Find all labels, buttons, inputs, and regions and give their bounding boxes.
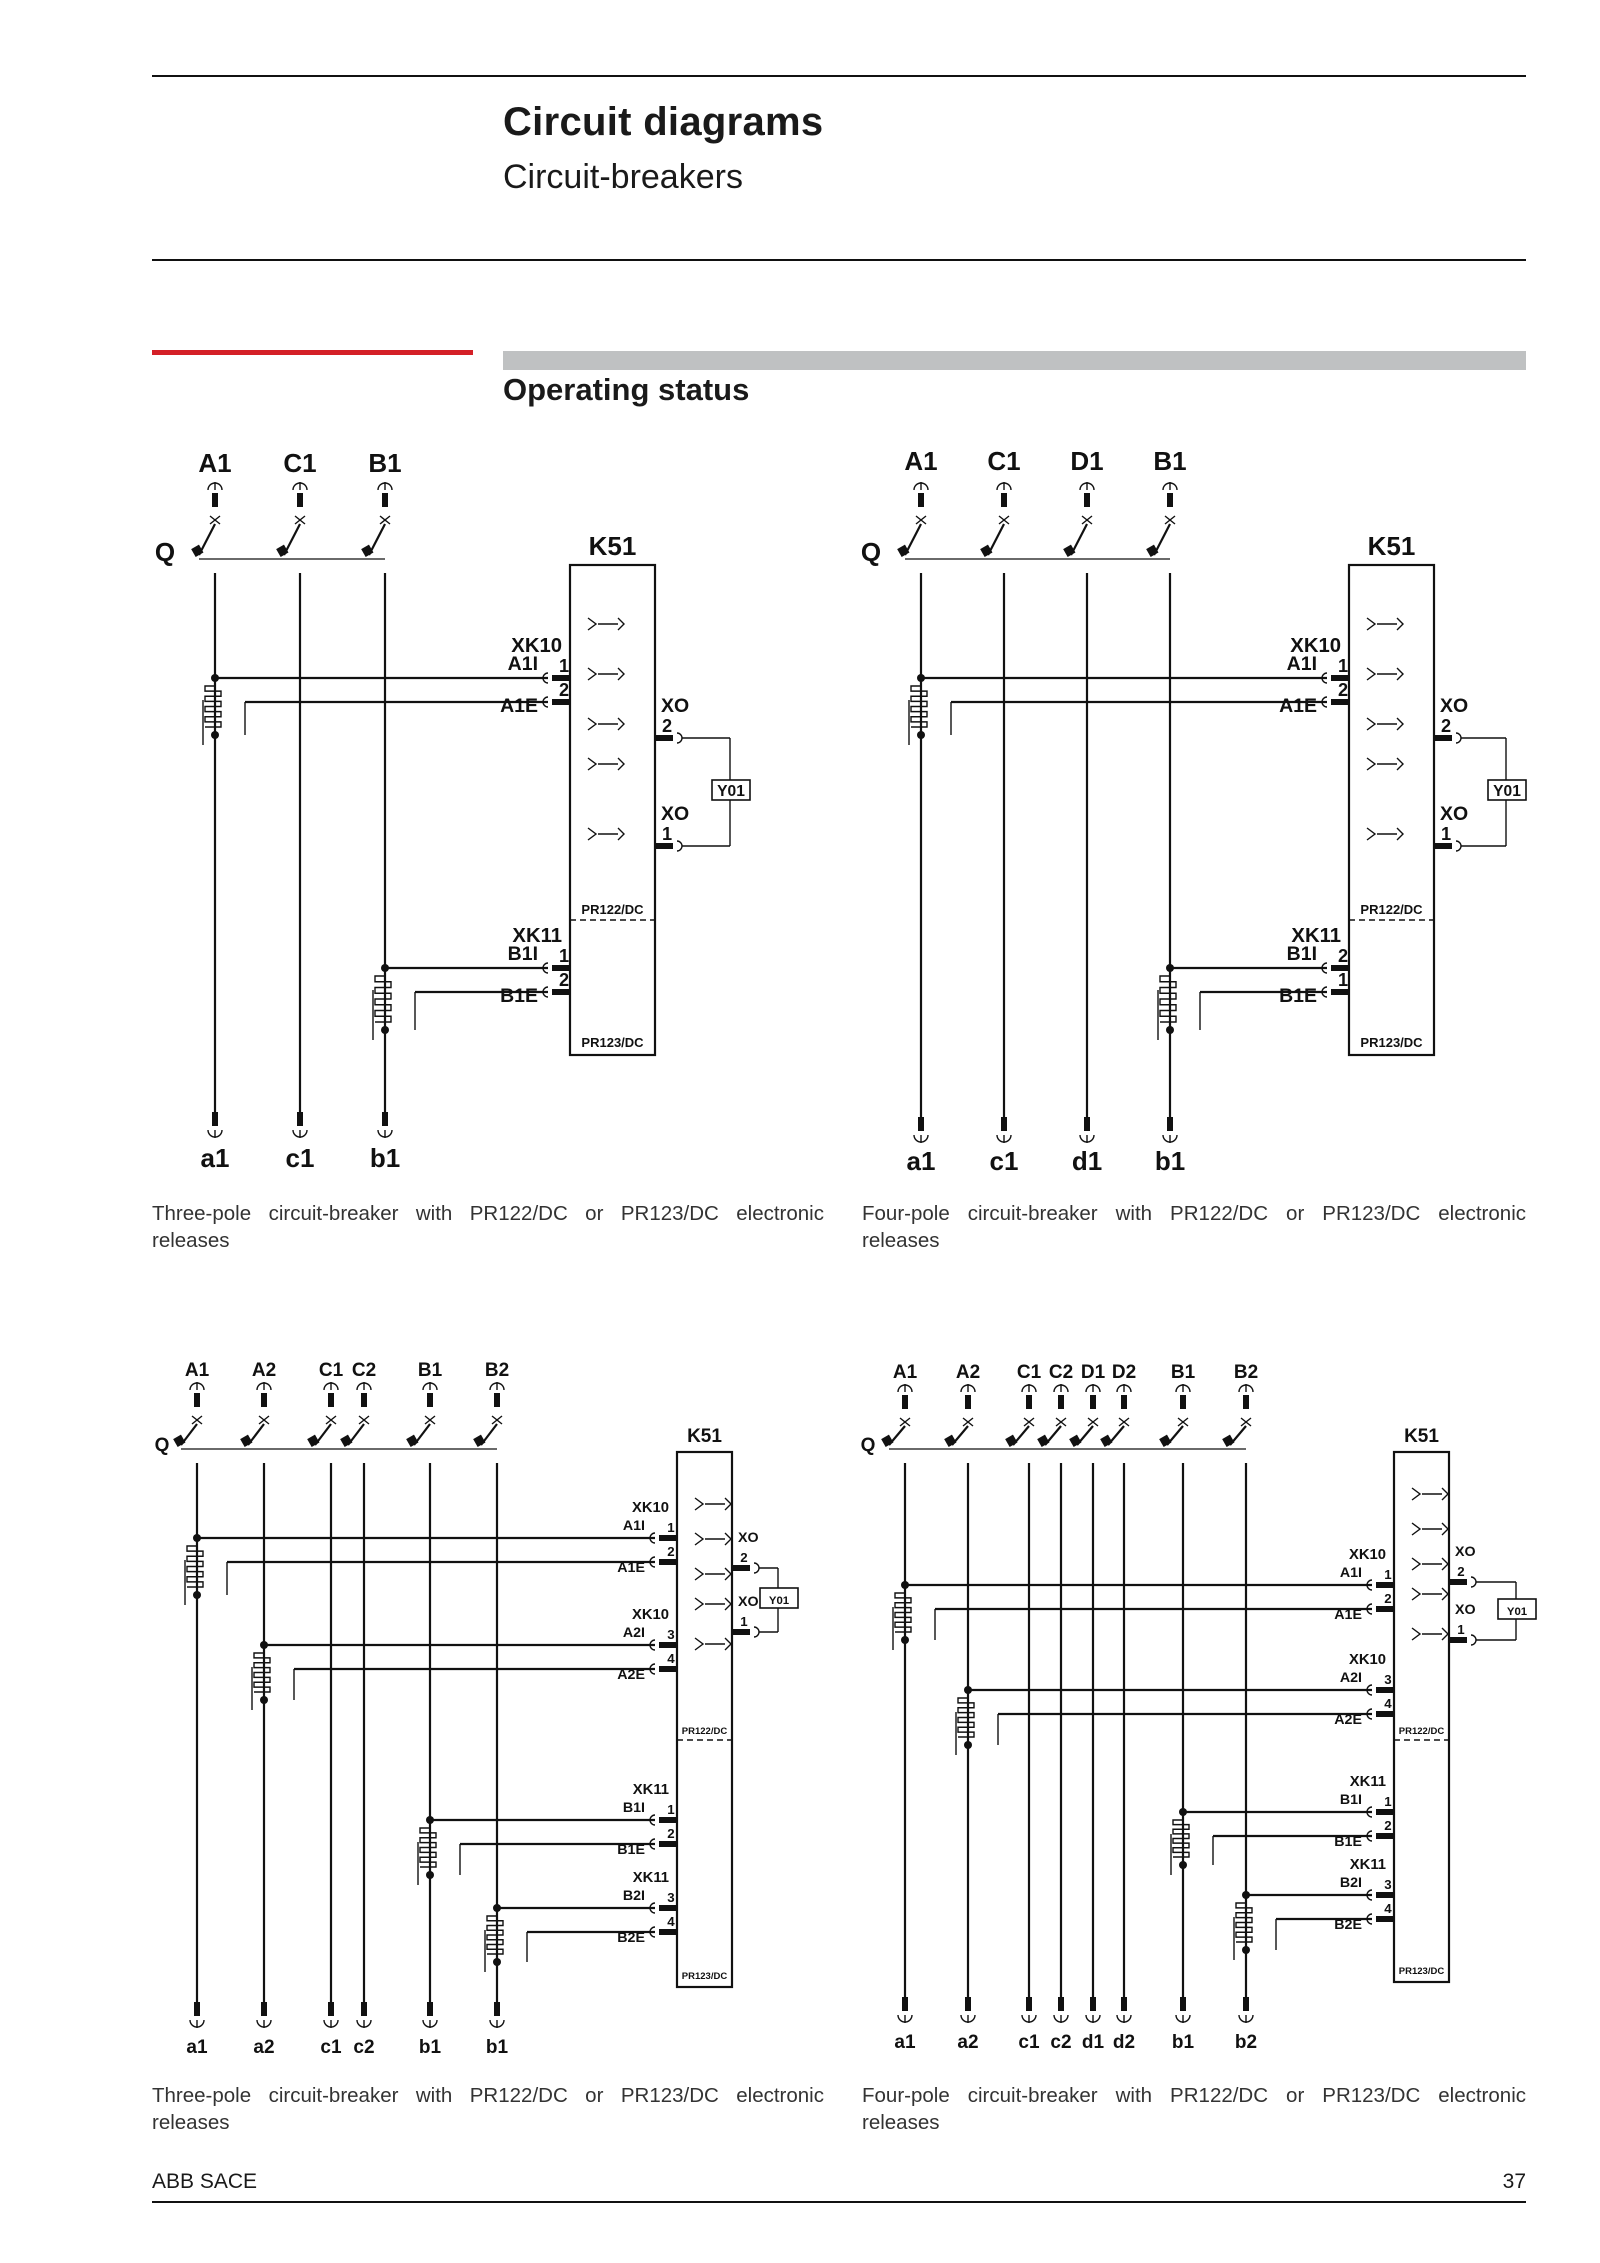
current-sensor (375, 968, 391, 1022)
footer-page-number: 37 (1502, 2170, 1526, 2193)
section-title: Operating status (503, 372, 750, 407)
input-label-external: B1E (1279, 985, 1317, 1007)
pole-label-bottom: c1 (320, 2037, 342, 2058)
input-label-external: B1E (617, 1842, 645, 1858)
sensor-tap-dot (381, 1026, 389, 1034)
diagram-three-pole-double (140, 1340, 820, 2080)
pole-label-top: A1 (184, 1360, 210, 1381)
plug-contact (1058, 1997, 1064, 2011)
input-label-internal: B2I (622, 1888, 645, 1904)
pin-number: 1 (1384, 1567, 1392, 1582)
footer-rule (152, 2201, 1526, 2203)
model-label-pr123: PR123/DC (1398, 1966, 1445, 1977)
pole-label-top: D1 (1080, 1362, 1106, 1383)
pole-label-bottom: a1 (906, 1146, 936, 1176)
pole-label-bottom: b1 (1171, 2032, 1195, 2053)
plug-contact (261, 2002, 267, 2016)
plug-contact (194, 1393, 200, 1407)
xo-pin-number: 2 (661, 716, 673, 736)
model-label-pr123: PR123/DC (581, 1035, 644, 1050)
plug-contact (427, 2002, 433, 2016)
contact-blade (1037, 1435, 1049, 1447)
input-label-external: A1E (500, 695, 538, 717)
switch-label-q: Q (860, 537, 882, 567)
sensor-tap-dot (493, 1958, 501, 1966)
pole-label-bottom: d1 (1071, 1146, 1103, 1176)
xo-label: XO (661, 803, 690, 825)
pole-label-top: C1 (318, 1360, 344, 1381)
pin-number: 1 (667, 1802, 675, 1817)
xo-pin-number: 2 (1457, 1564, 1465, 1579)
plug-contact (902, 1997, 908, 2011)
input-label-external: A2E (617, 1667, 645, 1683)
model-label-pr123: PR123/DC (1360, 1035, 1423, 1050)
relay-box (1349, 565, 1434, 1055)
diagram-four-pole-double (846, 1340, 1536, 2080)
input-label-external: B2E (617, 1930, 645, 1946)
plug-contact (1001, 493, 1007, 507)
diagram-three-pole-single (140, 430, 820, 1190)
connector-pin (1376, 1833, 1394, 1839)
contact-blade (473, 1435, 485, 1447)
caption-diagram-4: Four-pole circuit-breaker with PR122/DC or PR123/DC electronic releases (862, 2084, 1526, 2134)
pole-label-bottom: d2 (1112, 2032, 1136, 2053)
pole-label-bottom: c2 (1050, 2032, 1072, 2053)
relay-box (570, 565, 655, 1055)
switch-label-q: Q (860, 1435, 876, 1456)
pin-number: 2 (1384, 1591, 1392, 1606)
input-label-internal: B1I (622, 1800, 645, 1816)
pole-label-top: B1 (368, 448, 402, 478)
contact-blade (1146, 545, 1158, 557)
pin-number: 2 (667, 1826, 675, 1841)
plug-contact (1026, 1997, 1032, 2011)
xo-label: XO (1455, 1602, 1476, 1618)
contact-blade (406, 1435, 418, 1447)
xo-label: XO (1440, 695, 1469, 717)
pole-label-bottom: b1 (418, 2037, 442, 2058)
page-title: Circuit diagrams (503, 100, 824, 144)
xo-socket (1456, 841, 1461, 851)
connector-pin (659, 1817, 677, 1823)
contact-blade (1063, 545, 1075, 557)
current-sensor (1173, 1812, 1189, 1857)
connector-pin (1376, 1711, 1394, 1717)
xo-socket (677, 841, 682, 851)
model-label-pr122: PR122/DC (1360, 902, 1423, 917)
current-sensor (420, 1820, 436, 1867)
plug-contact (382, 1112, 388, 1126)
connector-pin (1376, 1606, 1394, 1612)
plug-contact (1243, 1997, 1249, 2011)
sensor-tap-dot (193, 1591, 201, 1599)
pin-number: 1 (1337, 656, 1349, 676)
xo-socket (1471, 1635, 1476, 1645)
pole-label-bottom: c1 (1018, 2032, 1040, 2053)
pin-number: 3 (667, 1890, 675, 1905)
pole-label-bottom: a1 (200, 1143, 230, 1173)
pole-label-bottom: c2 (353, 2037, 375, 2058)
xo-label: XO (738, 1594, 759, 1610)
plug-contact (382, 493, 388, 507)
connector-label: XK10 (1348, 1652, 1386, 1668)
plug-contact (361, 1393, 367, 1407)
plug-contact (1001, 1117, 1007, 1131)
sensor-tap-dot (1179, 1861, 1187, 1869)
contact-blade (307, 1435, 319, 1447)
pole-label-bottom: c1 (285, 1143, 315, 1173)
pole-label-bottom: b1 (485, 2037, 509, 2058)
connector-label: XK10 (511, 635, 562, 657)
sensor-tap-dot (426, 1871, 434, 1879)
pin-number: 3 (1384, 1672, 1392, 1687)
current-sensor (911, 678, 927, 727)
contact-blade (897, 545, 909, 557)
pin-number: 2 (1384, 1818, 1392, 1833)
plug-contact (361, 2002, 367, 2016)
connector-label: XK11 (632, 1782, 669, 1798)
pin-number: 1 (1384, 1794, 1392, 1809)
xo-label: XO (1455, 1544, 1476, 1560)
connector-label: XK11 (1349, 1857, 1386, 1873)
xo-socket (677, 733, 682, 743)
contact-blade (1005, 1435, 1017, 1447)
current-sensor (1236, 1895, 1252, 1942)
connector-pin (1376, 1809, 1394, 1815)
model-label-pr122: PR122/DC (1398, 1726, 1445, 1737)
connector-label: XK11 (512, 925, 562, 947)
contact-blade (276, 545, 288, 557)
plug-contact (1121, 1395, 1127, 1409)
connector-pin (659, 1905, 677, 1911)
caption-diagram-3: Three-pole circuit-breaker with PR122/DC or PR123/DC electronic releases (152, 2084, 824, 2134)
contact-blade (944, 1435, 956, 1447)
pole-label-top: B2 (484, 1360, 510, 1381)
input-label-external: B1E (500, 985, 538, 1007)
relay-label-k51: K51 (1404, 1426, 1439, 1447)
plug-contact (918, 1117, 924, 1131)
input-label-external: A2E (1334, 1712, 1362, 1728)
current-sensor (254, 1645, 270, 1692)
plug-contact (1121, 1997, 1127, 2011)
contact-blade (191, 545, 203, 557)
pole-label-top: C1 (1016, 1362, 1042, 1383)
contact-blade (1222, 1435, 1234, 1447)
connector-pin (1376, 1892, 1394, 1898)
contact-blade (980, 545, 992, 557)
pole-label-top: A2 (955, 1362, 981, 1383)
sensor-tap-dot (1166, 1026, 1174, 1034)
contact-blade (881, 1435, 893, 1447)
connector-pin (1376, 1916, 1394, 1922)
plug-contact (1084, 1117, 1090, 1131)
sensor-tap-dot (917, 731, 925, 739)
caption-diagram-1: Three-pole circuit-breaker with PR122/DC or PR123/DC electronic releases (152, 1202, 824, 1252)
xo-pin-number: 1 (740, 1614, 748, 1629)
switch-label-q: Q (154, 537, 176, 567)
pole-label-bottom: a2 (253, 2037, 275, 2058)
coil-label-y01: Y01 (1506, 1606, 1528, 1618)
connector-label: XK11 (1291, 925, 1341, 947)
contact-blade (340, 1435, 352, 1447)
footer-company: ABB SACE (152, 2170, 258, 2193)
sensor-tap-dot (901, 1636, 909, 1644)
pole-label-bottom: b2 (1234, 2032, 1258, 2053)
pole-label-top: D1 (1070, 446, 1104, 476)
plug-contact (494, 2002, 500, 2016)
plug-contact (1180, 1395, 1186, 1409)
plug-contact (1180, 1997, 1186, 2011)
xo-pin (732, 1565, 750, 1571)
pin-number: 4 (667, 1914, 675, 1929)
connector-label: XK10 (631, 1500, 669, 1516)
plug-contact (1167, 493, 1173, 507)
connector-label: XK11 (1349, 1774, 1386, 1790)
contact-blade (1069, 1435, 1081, 1447)
pole-label-top: B2 (1233, 1362, 1259, 1383)
pole-label-top: C2 (1048, 1362, 1074, 1383)
input-label-internal: A1I (622, 1518, 645, 1534)
connector-pin (659, 1929, 677, 1935)
input-label-internal: A2I (622, 1625, 645, 1641)
pole-label-top: B1 (417, 1360, 443, 1381)
xo-pin (1449, 1579, 1467, 1585)
pin-number: 4 (667, 1651, 675, 1666)
input-label-external: A1E (1334, 1607, 1362, 1623)
plug-contact (1058, 1395, 1064, 1409)
connector-pin (659, 1642, 677, 1648)
xo-pin (732, 1629, 750, 1635)
connector-label: XK10 (1348, 1547, 1386, 1563)
xo-socket (754, 1627, 759, 1637)
switch-label-q: Q (154, 1435, 170, 1456)
plug-contact (1090, 1997, 1096, 2011)
current-sensor (487, 1908, 503, 1954)
sensor-tap-dot (211, 731, 219, 739)
caption-diagram-2: Four-pole circuit-breaker with PR122/DC or PR123/DC electronic releases (862, 1202, 1526, 1252)
xo-pin-number: 1 (1440, 824, 1452, 844)
pole-label-bottom: a1 (894, 2032, 916, 2053)
pin-number: 1 (1337, 970, 1349, 990)
sensor-tap-dot (260, 1696, 268, 1704)
coil-label-y01: Y01 (717, 783, 745, 800)
input-label-external: B2E (1334, 1917, 1362, 1933)
connector-label: XK10 (1290, 635, 1341, 657)
pole-label-bottom: b1 (1154, 1146, 1186, 1176)
pole-label-top: A1 (904, 446, 938, 476)
plug-contact (328, 1393, 334, 1407)
header-bottom-rule (152, 259, 1526, 261)
connector-pin (1376, 1687, 1394, 1693)
accent-bar (152, 350, 473, 355)
coil-label-y01: Y01 (768, 1595, 790, 1607)
page-subtitle: Circuit-breakers (503, 158, 743, 196)
plug-contact (918, 493, 924, 507)
current-sensor (895, 1585, 911, 1632)
model-label-pr122: PR122/DC (581, 902, 644, 917)
pole-label-top: A1 (198, 448, 232, 478)
pin-number: 2 (558, 680, 570, 700)
plug-contact (1167, 1117, 1173, 1131)
pole-label-bottom: a2 (957, 2032, 979, 2053)
input-label-external: B1E (1334, 1834, 1362, 1850)
plug-contact (212, 493, 218, 507)
connector-pin (659, 1535, 677, 1541)
connector-pin (659, 1841, 677, 1847)
plug-contact (427, 1393, 433, 1407)
pole-label-top: D2 (1111, 1362, 1137, 1383)
plug-contact (297, 493, 303, 507)
xo-pin-number: 2 (1440, 716, 1452, 736)
xo-label: XO (661, 695, 690, 717)
pole-label-bottom: a1 (186, 2037, 208, 2058)
xo-pin-number: 1 (661, 824, 673, 844)
pin-number: 4 (1384, 1696, 1392, 1711)
connector-label: XK11 (632, 1870, 669, 1886)
plug-contact (494, 1393, 500, 1407)
pin-number: 3 (667, 1627, 675, 1642)
input-label-internal: B1I (1286, 943, 1317, 965)
model-label-pr123: PR123/DC (681, 1971, 728, 1982)
sensor-tap-dot (1242, 1946, 1250, 1954)
pole-label-top: B1 (1170, 1362, 1196, 1383)
pole-label-top: B1 (1153, 446, 1187, 476)
current-sensor (1160, 968, 1176, 1022)
model-label-pr122: PR122/DC (681, 1726, 728, 1737)
contact-blade (1100, 1435, 1112, 1447)
relay-box (677, 1452, 732, 1987)
pole-label-top: C2 (351, 1360, 377, 1381)
current-sensor (205, 678, 221, 727)
pin-number: 3 (1384, 1877, 1392, 1892)
xo-pin-number: 2 (740, 1550, 748, 1565)
plug-contact (1084, 493, 1090, 507)
input-label-external: A1E (1279, 695, 1317, 717)
plug-contact (965, 1997, 971, 2011)
pin-number: 4 (1384, 1901, 1392, 1916)
pin-number: 1 (667, 1520, 675, 1535)
xo-socket (1471, 1577, 1476, 1587)
plug-contact (297, 1112, 303, 1126)
input-label-internal: A1I (507, 653, 538, 675)
connector-pin (659, 1666, 677, 1672)
relay-label-k51: K51 (1367, 531, 1416, 561)
contact-blade (361, 545, 373, 557)
section-band (503, 351, 1526, 370)
plug-contact (194, 2002, 200, 2016)
pin-number: 2 (1337, 680, 1349, 700)
xo-pin (1449, 1637, 1467, 1643)
connector-label: XK10 (631, 1607, 669, 1623)
pole-label-top: C1 (283, 448, 317, 478)
plug-contact (1090, 1395, 1096, 1409)
connector-pin (659, 1559, 677, 1565)
pin-number: 1 (558, 946, 570, 966)
sensor-tap-dot (964, 1741, 972, 1749)
pin-number: 1 (558, 656, 570, 676)
input-label-external: A1E (617, 1560, 645, 1576)
pole-label-top: C1 (987, 446, 1021, 476)
pin-number: 2 (558, 970, 570, 990)
pole-label-bottom: b1 (369, 1143, 401, 1173)
xo-socket (1456, 733, 1461, 743)
pole-label-bottom: d1 (1081, 2032, 1105, 2053)
plug-contact (965, 1395, 971, 1409)
input-label-internal: A2I (1339, 1670, 1362, 1686)
current-sensor (187, 1538, 203, 1587)
pin-number: 2 (1337, 946, 1349, 966)
pole-label-top: A1 (892, 1362, 918, 1383)
plug-contact (1026, 1395, 1032, 1409)
relay-label-k51: K51 (687, 1426, 722, 1447)
input-label-internal: A1I (1286, 653, 1317, 675)
plug-contact (1243, 1395, 1249, 1409)
xo-pin-number: 1 (1457, 1622, 1465, 1637)
relay-box (1394, 1452, 1449, 1982)
coil-label-y01: Y01 (1493, 783, 1521, 800)
plug-contact (212, 1112, 218, 1126)
input-label-internal: B2I (1339, 1875, 1362, 1891)
diagram-four-pole-single (846, 430, 1536, 1190)
input-label-internal: B1I (1339, 1792, 1362, 1808)
connector-pin (1376, 1582, 1394, 1588)
contact-blade (1159, 1435, 1171, 1447)
top-rule (152, 75, 1526, 77)
contact-blade (240, 1435, 252, 1447)
input-label-internal: A1I (1339, 1565, 1362, 1581)
input-label-internal: B1I (507, 943, 538, 965)
current-sensor (958, 1690, 974, 1737)
plug-contact (261, 1393, 267, 1407)
contact-blade (173, 1435, 185, 1447)
plug-contact (328, 2002, 334, 2016)
pole-label-top: A2 (251, 1360, 277, 1381)
xo-label: XO (1440, 803, 1469, 825)
plug-contact (902, 1395, 908, 1409)
pole-label-bottom: c1 (989, 1146, 1019, 1176)
xo-socket (754, 1563, 759, 1573)
xo-label: XO (738, 1530, 759, 1546)
relay-label-k51: K51 (588, 531, 637, 561)
pin-number: 2 (667, 1544, 675, 1559)
